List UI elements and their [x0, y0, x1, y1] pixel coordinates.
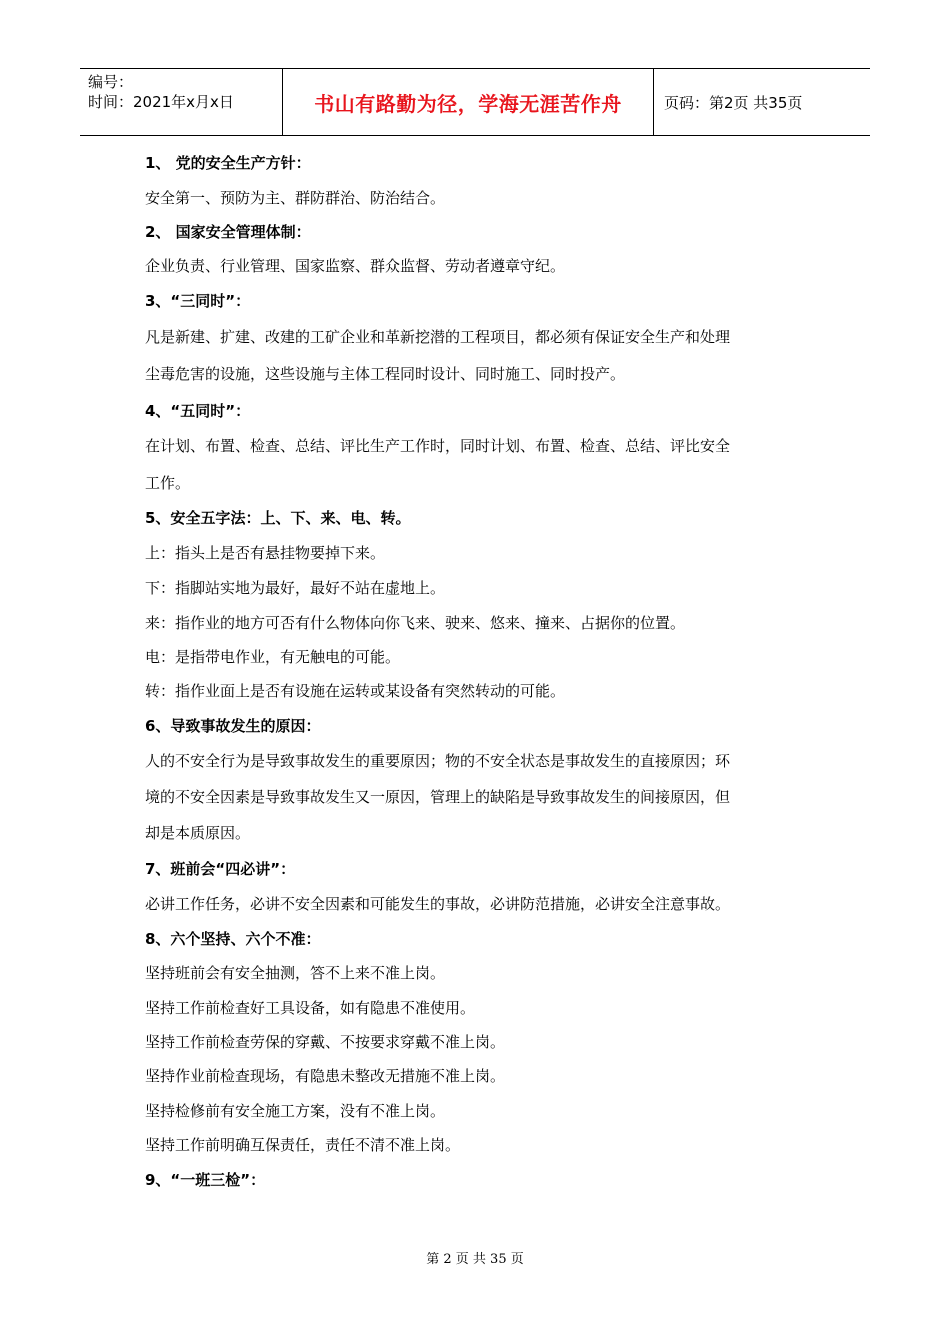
page-info: 页码：第2页 共35页 — [664, 93, 803, 112]
body-text-line: 坚持工作前检查好工具设备，如有隐患不准使用。 — [145, 999, 476, 1017]
body-text-line: 来：指作业的地方可否有什么物体向你飞来、驶来、悠来、撞来、占据你的位置。 — [145, 614, 686, 632]
body-text-line: 坚持作业前检查现场，有隐患未整改无措施不准上岗。 — [145, 1067, 506, 1085]
serial-label: 编号： — [88, 73, 134, 91]
body-text-line: 下：指脚站实地为最好，最好不站在虚地上。 — [145, 579, 446, 597]
section-heading: 4、“五同时”： — [145, 402, 251, 420]
section-heading: 8、六个坚持、六个不准： — [145, 930, 321, 948]
body-text-line: 转：指作业面上是否有设施在运转或某设备有突然转动的可能。 — [145, 682, 566, 700]
body-text-line: 企业负责、行业管理、国家监察、群众监督、劳动者遵章守纪。 — [145, 257, 566, 275]
section-heading: 2、 国家安全管理体制： — [145, 223, 311, 241]
body-text-line: 尘毒危害的设施，这些设施与主体工程同时设计、同时施工、同时投产。 — [145, 365, 626, 383]
body-text-line: 坚持检修前有安全施工方案，没有不准上岗。 — [145, 1102, 446, 1120]
body-text-line: 坚持工作前明确互保责任，责任不清不准上岗。 — [145, 1136, 461, 1154]
section-heading: 7、班前会“四必讲”： — [145, 860, 296, 878]
header-page-info-cell — [654, 69, 870, 135]
header-motto-cell — [282, 69, 654, 135]
page-header — [80, 68, 870, 136]
body-text-line: 坚持班前会有安全抽测，答不上来不准上岗。 — [145, 964, 446, 982]
motto-text: 书山有路勤为径，学海无涯苦作舟 — [314, 91, 622, 116]
body-text-line: 必讲工作任务，必讲不安全因素和可能发生的事故，必讲防范措施，必讲安全注意事故。 — [145, 895, 731, 913]
body-text-line: 坚持工作前检查劳保的穿戴、不按要求穿戴不准上岗。 — [145, 1033, 506, 1051]
body-text-line: 工作。 — [145, 474, 191, 492]
body-text-line: 却是本质原因。 — [145, 824, 251, 842]
time-label: 时间：2021年x月x日 — [88, 93, 234, 111]
body-text-line: 人的不安全行为是导致事故发生的重要原因；物的不安全状态是事故发生的直接原因；环 — [145, 752, 731, 770]
body-text-line: 凡是新建、扩建、改建的工矿企业和革新挖潜的工程项目，都必须有保证安全生产和处理 — [145, 328, 731, 346]
body-text-line: 境的不安全因素是导致事故发生又一原因，管理上的缺陷是导致事故发生的间接原因，但 — [145, 788, 731, 806]
body-text-line: 电：是指带电作业，有无触电的可能。 — [145, 648, 401, 666]
page-footer: 第 2 页 共 35 页 — [426, 1252, 524, 1267]
section-heading: 1、 党的安全生产方针： — [145, 154, 311, 172]
section-heading: 5、安全五字法：上、下、来、电、转。 — [145, 509, 411, 527]
body-text-line: 上：指头上是否有悬挂物要掉下来。 — [145, 544, 386, 562]
body-text-line: 在计划、布置、检查、总结、评比生产工作时，同时计划、布置、检查、总结、评比安全 — [145, 437, 731, 455]
header-meta — [80, 69, 282, 135]
section-heading: 6、导致事故发生的原因： — [145, 717, 321, 735]
section-heading: 3、“三同时”： — [145, 292, 251, 310]
body-text-line: 安全第一、预防为主、群防群治、防治结合。 — [145, 189, 446, 207]
section-heading: 9、“一班三检”： — [145, 1171, 266, 1189]
